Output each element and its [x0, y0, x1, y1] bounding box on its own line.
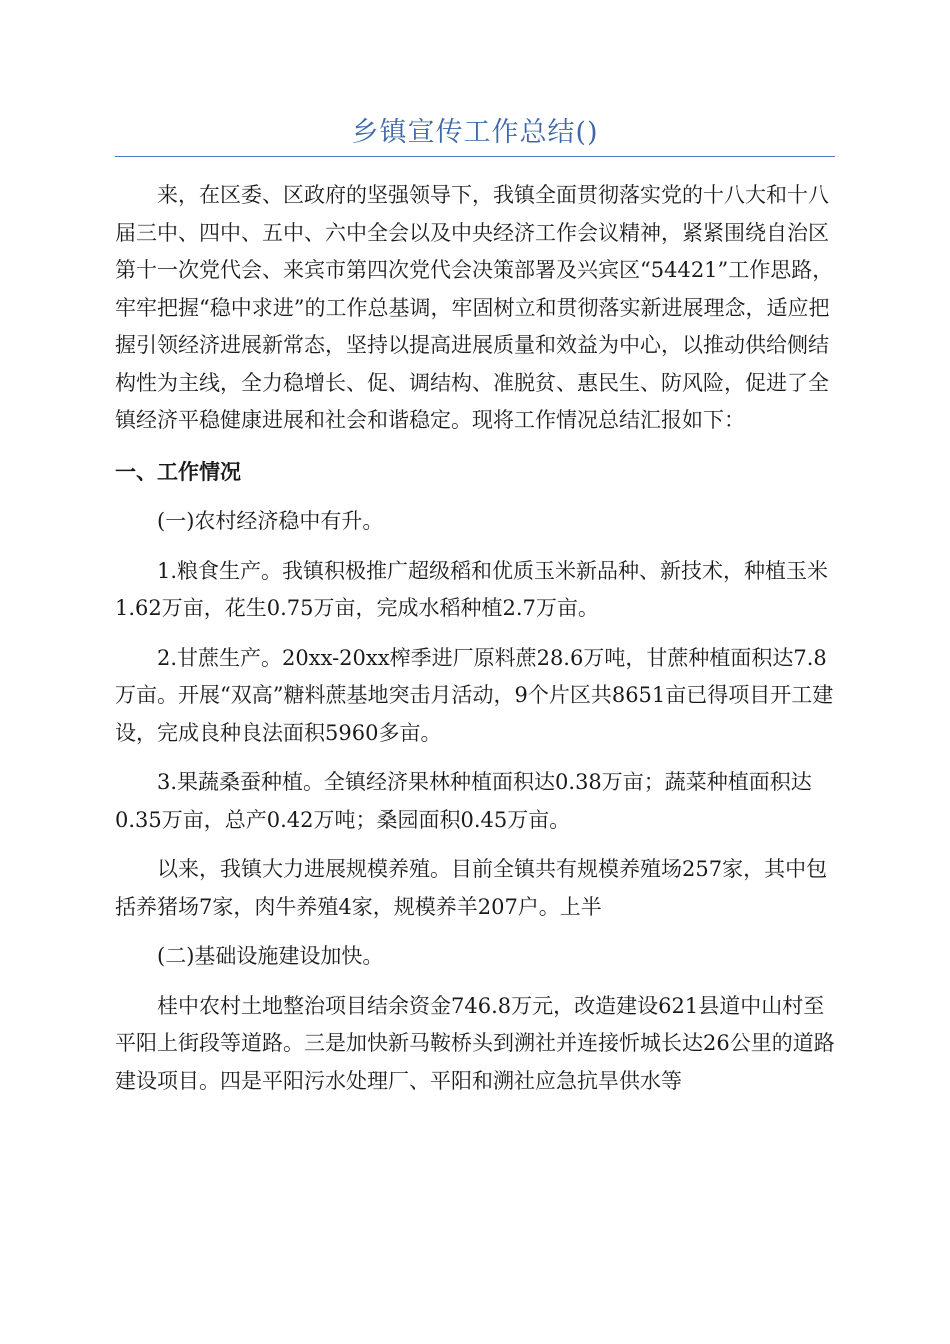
title-underline	[115, 156, 835, 157]
paragraph-livestock: 以来，我镇大力进展规模养殖。目前全镇共有规模养殖场257家，其中包括养猪场7家，肉牛养殖4家，规模养羊207户。上半	[115, 857, 828, 919]
intro-paragraph: 来，在区委、区政府的坚强领导下，我镇全面贯彻落实党的十八大和十八届三中、四中、五中、六中全会以及中央经济工作会议精神，紧紧围绕自治区第十一次党代会、来宾市第四次党代会决策部署及兴宾区“54421”工作思路，牢牢把握“稳中求进”的工作总基调，牢固树立和贯彻落实新进展理念，适应把握引领经济进展新常态，坚持以提高进展质量和效益为中心，以推动供给侧结构性为主线，全力稳增长、促、调结构、准脱贫、惠民生、防风险，促进了全镇经济平稳健康进展和社会和谐稳定。现将工作情况总结汇报如下：	[115, 183, 834, 432]
paragraph-sugarcane-production: 2.甘蔗生产。20xx-20xx榨季进厂原料蔗28.6万吨，甘蔗种植面积达7.8万亩。开展“双高”糖料蔗基地突击月活动，9个片区共8651亩已得项目开工建设，完成良种良法面积5960多亩。	[115, 645, 834, 745]
paragraph-grain-production: 1.粮食生产。我镇积极推广超级稻和优质玉米新品种、新技术，种植玉米1.62万亩，花生0.75万亩，完成水稻种植2.7万亩。	[115, 558, 829, 620]
document-page	[115, 0, 835, 1100]
section-heading-work-status: 一、工作情况	[115, 459, 241, 484]
paragraph-fruit-vegetable-sericulture: 3.果蔬桑蚕种植。全镇经济果林种植面积达0.38万亩；蔬菜种植面积达0.35万亩，总产0.42万吨；桑园面积0.45万亩。	[115, 770, 812, 832]
paragraph-infrastructure: 桂中农村土地整治项目结余资金746.8万元，改造建设621县道中山村至平阳上街段等道路。三是加快新马鞍桥头到溯社并连接忻城长达26公里的道路建设项目。四是平阳污水处理厂、平阳和溯社应急抗旱供水等	[115, 993, 835, 1093]
subsection-heading-infrastructure: (二)基础设施建设加快。	[157, 944, 384, 968]
document-title: 乡镇宣传工作总结()	[351, 117, 599, 148]
subsection-heading-rural-economy: (一)农村经济稳中有升。	[157, 509, 384, 533]
